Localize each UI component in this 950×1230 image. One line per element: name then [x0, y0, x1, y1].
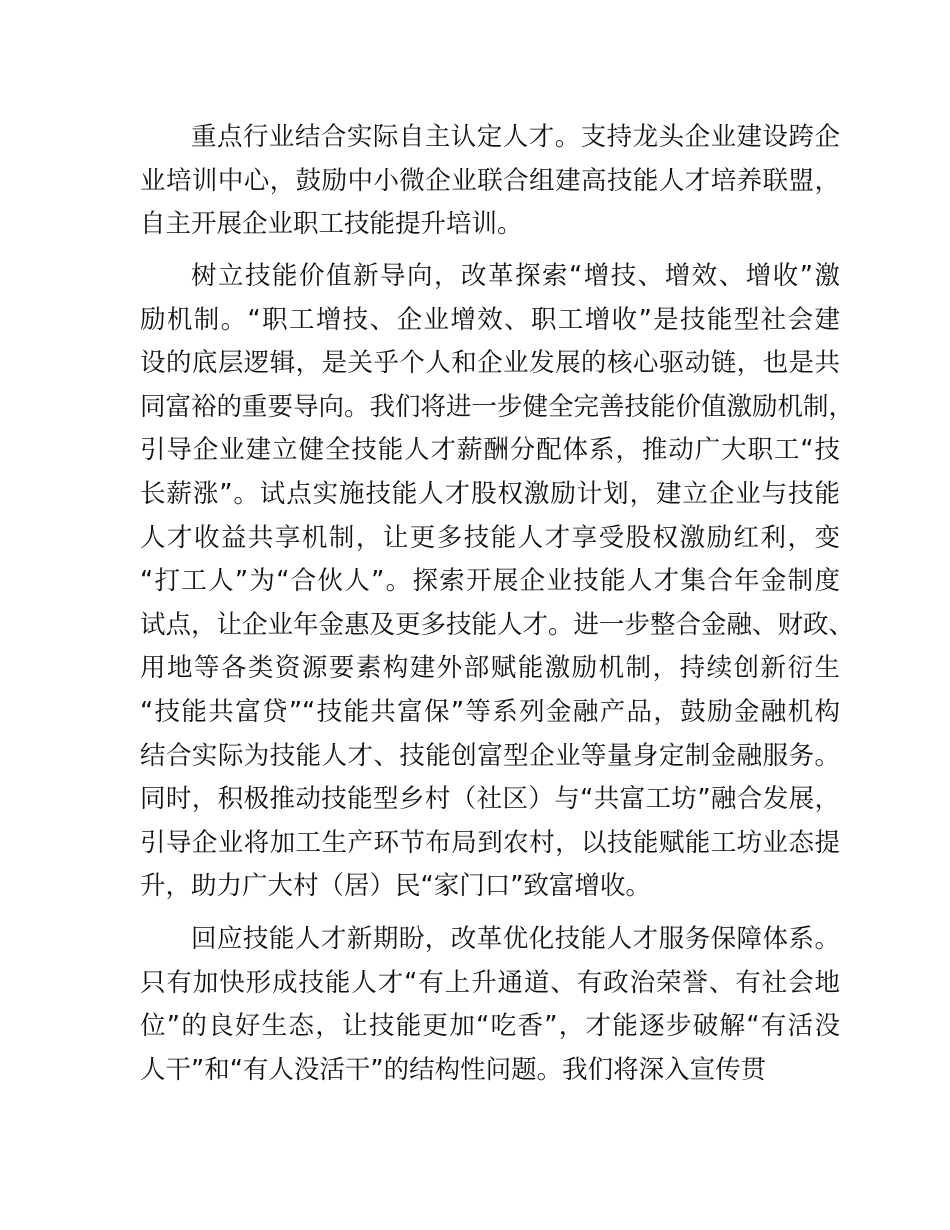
text-line: 长薪涨”。试点实施技能人才股权激励计划，建立企业与技能	[140, 478, 840, 509]
text-line: 人才收益共享机制，让更多技能人才享受股权激励红利，变	[140, 522, 840, 553]
text-line: 设的底层逻辑，是关乎个人和企业发展的核心驱动链，也是共	[140, 348, 840, 379]
text-line: 回应技能人才新期盼，改革优化技能人才服务保障体系。	[191, 924, 840, 954]
text-line: 同时，积极推动技能型乡村（社区）与“共富工坊”融合发展，	[140, 784, 840, 815]
text-line: 试点，让企业年金惠及更多技能人才。进一步整合金融、财政、	[140, 609, 855, 640]
text-line: 引导企业建立健全技能人才薪酬分配体系，推动广大职工“技	[140, 435, 840, 466]
text-line: 重点行业结合实际自主认定人才。支持龙头企业建设跨企	[191, 122, 840, 152]
paragraph-1	[140, 116, 840, 247]
text-line: 自主开展企业职工技能提升培训。	[140, 209, 523, 240]
paragraph-2	[140, 255, 855, 909]
text-line: 人干”和“有人没活干”的结构性问题。我们将深入宣传贯	[140, 1054, 767, 1085]
text-line: 同富裕的重要导向。我们将进一步健全完善技能价值激励机制，	[140, 391, 855, 422]
text-line: 用地等各类资源要素构建外部赋能激励机制，持续创新衍生	[140, 653, 840, 684]
text-line: 业培训中心，鼓励中小微企业联合组建高技能人才培养联盟，	[140, 165, 840, 196]
text-line: “技能共富贷”“技能共富保”等系列金融产品，鼓励金融机构	[140, 696, 840, 727]
text-line: 只有加快形成技能人才“有上升通道、有政治荣誉、有社会地	[140, 967, 840, 998]
text-line: 引导企业将加工生产环节布局到农村，以技能赋能工坊业态提	[140, 827, 840, 858]
text-line: 励机制。“职工增技、企业增效、职工增收”是技能型社会建	[140, 304, 840, 335]
text-line: 结合实际为技能人才、技能创富型企业等量身定制金融服务。	[140, 740, 840, 771]
text-line: 树立技能价值新导向，改革探索“增技、增效、增收”激	[191, 261, 840, 291]
text-line: “打工人”为“合伙人”。探索开展企业技能人才集合年金制度	[140, 566, 840, 597]
paragraph-3	[140, 918, 840, 1092]
text-line: 升，助力广大村（居）民“家门口”致富增收。	[140, 871, 651, 902]
text-line: 位”的良好生态，让技能更加“吃香”，才能逐步破解“有活没	[140, 1011, 840, 1042]
